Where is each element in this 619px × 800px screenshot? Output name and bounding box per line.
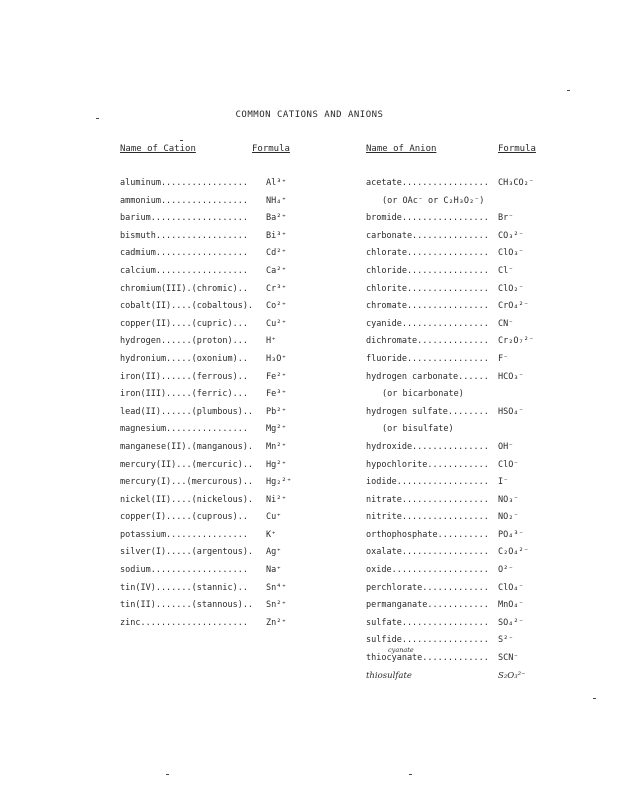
anion-formula: NO₂⁻ (498, 512, 519, 523)
anion-name: hydrogen carbonate...... (366, 371, 489, 382)
anion-formula: ClO₂⁻ (498, 283, 524, 294)
anion-list (366, 175, 576, 685)
cation-formula-header: Formula (252, 144, 290, 154)
anion-formula-handwritten: S₂O₃²⁻ (498, 670, 526, 681)
cation-name: calcium.................. (120, 265, 248, 276)
anion-name: acetate................. (366, 178, 489, 188)
cation-name: manganese(II).(manganous). (120, 441, 254, 452)
cation-formula: Pb²⁺ (266, 406, 287, 417)
cation-row (120, 298, 320, 316)
anion-row (366, 457, 576, 475)
cation-row (120, 544, 320, 562)
anion-row (366, 544, 576, 562)
cation-formula: Mg²⁺ (266, 424, 287, 435)
anion-name: fluoride................ (366, 353, 489, 364)
anion-formula: NO₃⁻ (498, 494, 519, 505)
cation-formula: Sn⁴⁺ (266, 582, 287, 593)
anion-name: iodide.................. (366, 477, 489, 488)
anion-formula: CH₃CO₂⁻ (498, 178, 534, 188)
cation-name: chromium(III).(chromic).. (120, 283, 248, 294)
anion-row (366, 333, 576, 351)
cation-formula: Cd²⁺ (266, 248, 287, 259)
cation-row (120, 492, 320, 510)
anion-row (366, 439, 576, 457)
cation-name: tin(II).......(stannous).. (120, 600, 254, 611)
anion-formula: Cr₂O₇²⁻ (498, 336, 534, 347)
anion-formula: HCO₃⁻ (498, 371, 524, 382)
cation-row (120, 369, 320, 387)
anion-formula: O²⁻ (498, 565, 514, 576)
cation-name: mercury(II)...(mercuric).. (120, 459, 254, 470)
anion-name: sulfate................. (366, 617, 489, 628)
cation-name: hydronium.....(oxonium).. (120, 353, 248, 364)
anion-row (366, 562, 576, 580)
cation-row (120, 597, 320, 615)
anion-row (366, 646, 576, 668)
cation-name: hydrogen......(proton)... (120, 336, 248, 347)
cation-formula: Ba²⁺ (266, 213, 287, 224)
page-title: COMMON CATIONS AND ANIONS (235, 110, 384, 120)
scan-speck (567, 90, 570, 91)
anion-row (366, 175, 576, 193)
cation-formula: Fe³⁺ (266, 389, 287, 400)
anion-row (366, 474, 576, 492)
anion-name: nitrate................. (366, 494, 489, 505)
anion-name-header: Name of Anion (366, 144, 437, 154)
anion-formula: Cl⁻ (498, 265, 514, 276)
cation-formula: Hg²⁺ (266, 459, 287, 470)
cation-formula: Na⁺ (266, 565, 282, 576)
anion-formula: SO₄²⁻ (498, 617, 524, 628)
anion-row (366, 210, 576, 228)
cation-name: iron(III).....(ferric)... (120, 389, 248, 400)
scan-speck (166, 774, 169, 775)
anion-row (366, 492, 576, 510)
scan-speck (593, 698, 596, 699)
cation-row (120, 351, 320, 369)
cation-row (120, 562, 320, 580)
anion-name: bromide................. (366, 213, 489, 224)
anion-formula: C₂O₄²⁻ (498, 547, 529, 558)
cation-row (120, 527, 320, 545)
cation-formula: H₃O⁺ (266, 353, 287, 364)
cation-row (120, 175, 320, 193)
cation-row (120, 457, 320, 475)
cation-row (120, 245, 320, 263)
anion-name: hypochlorite............ (366, 459, 489, 470)
cation-name: silver(I).....(argentous). (120, 547, 254, 558)
cation-row (120, 474, 320, 492)
cation-row (120, 386, 320, 404)
cation-row (120, 281, 320, 299)
cation-row (120, 210, 320, 228)
scan-speck (180, 140, 183, 141)
anion-name: dichromate.............. (366, 336, 489, 347)
cation-row (120, 421, 320, 439)
anion-row (366, 351, 576, 369)
anion-name: permanganate............ (366, 600, 489, 611)
anion-name: chlorate................ (366, 248, 489, 259)
anion-name: carbonate............... (366, 230, 489, 241)
cation-row (120, 509, 320, 527)
anion-formula: Br⁻ (498, 213, 514, 224)
cation-formula: H⁺ (266, 336, 277, 347)
anion-name: chromate................ (366, 301, 489, 312)
anion-row (366, 615, 576, 633)
cation-name: mercury(I)...(mercurous).. (120, 477, 254, 488)
cation-formula: Sn²⁺ (266, 600, 287, 611)
cation-row (120, 316, 320, 334)
cation-name: copper(I).....(cuprous).. (120, 512, 248, 523)
anion-name: hydrogen sulfate........ (366, 406, 489, 417)
cation-formula: Ag⁺ (266, 547, 282, 558)
cation-row (120, 439, 320, 457)
anion-row (366, 245, 576, 263)
anion-formula: ClO₄⁻ (498, 582, 524, 593)
anion-formula: F⁻ (498, 353, 509, 364)
cation-name: ammonium................. (120, 195, 248, 206)
cation-name: barium................... (120, 213, 248, 224)
cation-row (120, 404, 320, 422)
cation-name: bismuth.................. (120, 230, 248, 241)
anion-alternate-name: (or OAc⁻ or C₂H₃O₂⁻) (382, 195, 485, 206)
cation-name: sodium................... (120, 565, 248, 576)
cation-formula: K⁺ (266, 529, 277, 540)
anion-name-handwritten: thiosulfate (366, 670, 412, 681)
anion-formula: CO₃²⁻ (498, 230, 524, 241)
cation-name: cobalt(II)....(cobaltous). (120, 301, 254, 312)
anion-row (366, 263, 576, 281)
cation-name: zinc..................... (120, 617, 248, 628)
cation-formula: Cu²⁺ (266, 318, 287, 329)
cation-row (120, 193, 320, 211)
scan-speck (96, 118, 99, 119)
cation-formula: Cr³⁺ (266, 283, 287, 294)
anion-alternate-name: (or bisulfate) (382, 424, 454, 435)
cation-name: aluminum................. (120, 178, 248, 188)
anion-formula: PO₄³⁻ (498, 529, 524, 540)
cation-name: magnesium................ (120, 424, 248, 435)
anion-formula: ClO₃⁻ (498, 248, 524, 259)
anion-row (366, 509, 576, 527)
anion-formula: CrO₄²⁻ (498, 301, 529, 312)
anion-row (366, 597, 576, 615)
anion-name: sulfide................. (366, 635, 489, 646)
cation-name: potassium................ (120, 529, 248, 540)
cation-name: tin(IV).......(stannic).. (120, 582, 248, 593)
cation-name: cadmium.................. (120, 248, 248, 259)
cation-formula: NH₄⁺ (266, 195, 287, 206)
handwritten-insertion: cyanate (388, 646, 414, 655)
anion-row (366, 668, 576, 686)
cation-name: iron(II)......(ferrous).. (120, 371, 248, 382)
anion-formula: I⁻ (498, 477, 509, 488)
cation-row (120, 333, 320, 351)
cation-name: lead(II)......(plumbous).. (120, 406, 254, 417)
cation-formula: Cu⁺ (266, 512, 282, 523)
anion-row (366, 298, 576, 316)
anion-formula: HSO₄⁻ (498, 406, 524, 417)
cation-row (120, 263, 320, 281)
cation-formula: Zn²⁺ (266, 617, 287, 628)
cation-formula: Ni²⁺ (266, 494, 287, 505)
anion-name: orthophosphate.......... (366, 529, 489, 540)
cation-formula: Hg₂²⁺ (266, 477, 292, 488)
anion-name: chlorite................ (366, 283, 489, 294)
anion-row (366, 316, 576, 334)
cation-row (120, 580, 320, 598)
anion-row (366, 281, 576, 299)
anion-name: chloride................ (366, 265, 489, 276)
anion-formula-header: Formula (498, 144, 536, 154)
anion-formula: CN⁻ (498, 318, 514, 329)
anion-name: perchlorate............. (366, 582, 489, 593)
anion-formula: ClO⁻ (498, 459, 519, 470)
anion-note-row (366, 193, 576, 211)
cation-formula: Mn²⁺ (266, 441, 287, 452)
anion-row (366, 580, 576, 598)
cation-formula: Al³⁺ (266, 178, 287, 188)
anion-name: thiocyanate............. (366, 653, 489, 664)
anion-note-row (366, 386, 576, 404)
anion-name: nitrite................. (366, 512, 489, 523)
anion-formula: MnO₄⁻ (498, 600, 524, 611)
cation-name: nickel(II)....(nickelous). (120, 494, 254, 505)
cation-formula: Ca²⁺ (266, 265, 287, 276)
anion-name: cyanide................. (366, 318, 489, 329)
anion-name: oxide................... (366, 565, 489, 576)
scan-speck (409, 774, 412, 775)
cation-list (120, 175, 320, 632)
anion-formula: SCN⁻ (498, 653, 519, 664)
anion-alternate-name: (or bicarbonate) (382, 389, 464, 400)
anion-formula: OH⁻ (498, 441, 514, 452)
anion-row (366, 228, 576, 246)
anion-name: hydroxide............... (366, 441, 489, 452)
anion-note-row (366, 421, 576, 439)
cation-formula: Co²⁺ (266, 301, 287, 312)
cation-formula: Bi³⁺ (266, 230, 287, 241)
cation-name-header: Name of Cation (120, 144, 196, 154)
cation-name: copper(II)....(cupric)... (120, 318, 248, 329)
cation-formula: Fe²⁺ (266, 371, 287, 382)
cation-row (120, 615, 320, 633)
anion-formula: S²⁻ (498, 635, 514, 646)
anion-row (366, 369, 576, 387)
anion-row (366, 404, 576, 422)
anion-row (366, 527, 576, 545)
cation-row (120, 228, 320, 246)
anion-name: oxalate................. (366, 547, 489, 558)
